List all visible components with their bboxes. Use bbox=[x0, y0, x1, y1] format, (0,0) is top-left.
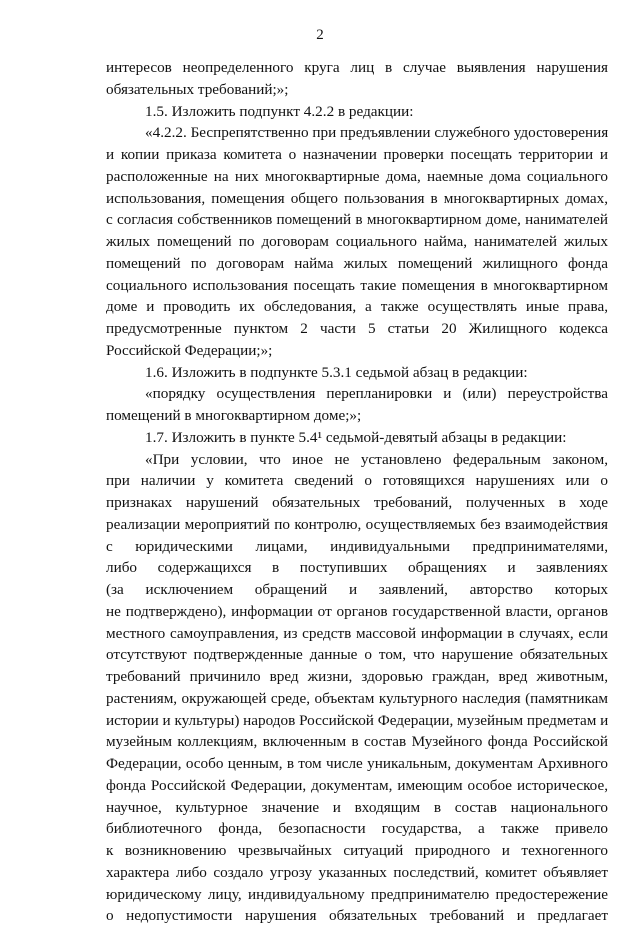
text-line: жилых помещений по договорам социального найма, нанимателей жилых bbox=[106, 233, 608, 250]
text-line: социального использования посещать такие помещения в многоквартирном bbox=[106, 276, 608, 294]
text-line: обязательных требований;»; bbox=[106, 80, 289, 98]
text-line: расположенные на них многоквартирные дома, наемные дома социального bbox=[106, 167, 608, 185]
text-line: характера либо создало угрозу указанных последствий, комитет объявляет bbox=[106, 863, 608, 881]
text-line: (за исключением обращений и заявлений, авторство которых bbox=[106, 581, 608, 598]
text-line: и копии приказа комитета о назначении проверки посещать территории и bbox=[106, 146, 608, 163]
text-line: «4.2.2. Беспрепятственно при предъявлении служебного удостоверения bbox=[145, 124, 609, 142]
text-line: 1.6. Изложить в подпункте 5.3.1 седьмой абзац в редакции: bbox=[145, 363, 528, 381]
text-line: библиотечного фонда, безопасности государства, а также привело bbox=[106, 820, 608, 838]
text-line: требований причинило вред жизни, здоровью граждан, вред животным, bbox=[106, 668, 608, 685]
text-line: 1.7. Изложить в пункте 5.4¹ седьмой-девятый абзацы в редакции: bbox=[145, 428, 567, 446]
text-line: предусмотренные пунктом 2 части 5 статьи 20 Жилищного кодекса bbox=[106, 320, 608, 337]
text-line: признаках нарушений обязательных требований, полученных в ходе bbox=[106, 494, 608, 511]
page-number: 2 bbox=[316, 27, 324, 43]
text-line: фонда Российской Федерации, документам, имеющим особое историческое, bbox=[106, 776, 608, 794]
document-body bbox=[106, 57, 608, 927]
text-line: «порядку осуществления перепланировки и (или) переустройства bbox=[145, 385, 608, 403]
text-line: музейным коллекциям, включенным в состав Музейного фонда Российской bbox=[106, 733, 608, 751]
text-line: к возникновению чрезвычайных ситуаций природного и техногенного bbox=[106, 842, 608, 859]
text-line: местного самоуправления, из средств массовой информации в случаях, если bbox=[106, 624, 608, 642]
text-line: 1.5. Изложить подпункт 4.2.2 в редакции: bbox=[145, 102, 414, 120]
text-line: отсутствуют подтвержденные данные о том, что нарушение обязательных bbox=[106, 646, 608, 664]
text-line: с согласия собственников помещений в многоквартирном доме, нанимателей bbox=[106, 211, 608, 229]
text-line: помещений по договорам найма жилых помещений жилищного фонда bbox=[106, 254, 608, 272]
text-line: Российской Федерации;»; bbox=[106, 341, 273, 359]
text-line: Федерации, особо ценным, в том числе уникальным, документам Архивного bbox=[106, 755, 608, 772]
text-line: либо содержащихся в поступивших обращениях и заявлениях bbox=[106, 559, 608, 577]
text-line: о недопустимости нарушения обязательных требований и предлагает bbox=[106, 907, 608, 925]
text-line: «При условии, что иное не установлено федеральным законом, bbox=[145, 450, 608, 468]
text-line: помещений в многоквартирном доме;»; bbox=[106, 407, 362, 424]
text-line: интересов неопределенного круга лиц в случае выявления нарушения bbox=[106, 59, 608, 76]
text-line: при наличии у комитета сведений о готовящихся нарушениях или о bbox=[106, 472, 608, 490]
text-line: не подтверждено), информации от органов государственной власти, органов bbox=[106, 602, 608, 620]
text-line: юридическому лицу, индивидуальному предпринимателю предостережение bbox=[106, 885, 608, 903]
text-line: доме и проводить их обследования, а также осуществлять иные права, bbox=[106, 298, 608, 316]
text-line: истории и культуры) народов Российской Федерации, музейным предметам и bbox=[106, 711, 609, 729]
text-line: использования, помещения общего пользования в многоквартирных домах, bbox=[106, 189, 608, 207]
text-line: с юридическими лицами, индивидуальными предпринимателями, bbox=[106, 537, 608, 555]
text-line: научное, культурное значение и входящим в состав национального bbox=[106, 798, 608, 816]
text-line: растениям, окружающей среде, объектам культурного наследия (памятникам bbox=[106, 689, 608, 707]
text-line: реализации мероприятий по контролю, осуществляемых без взаимодействия bbox=[106, 515, 608, 533]
